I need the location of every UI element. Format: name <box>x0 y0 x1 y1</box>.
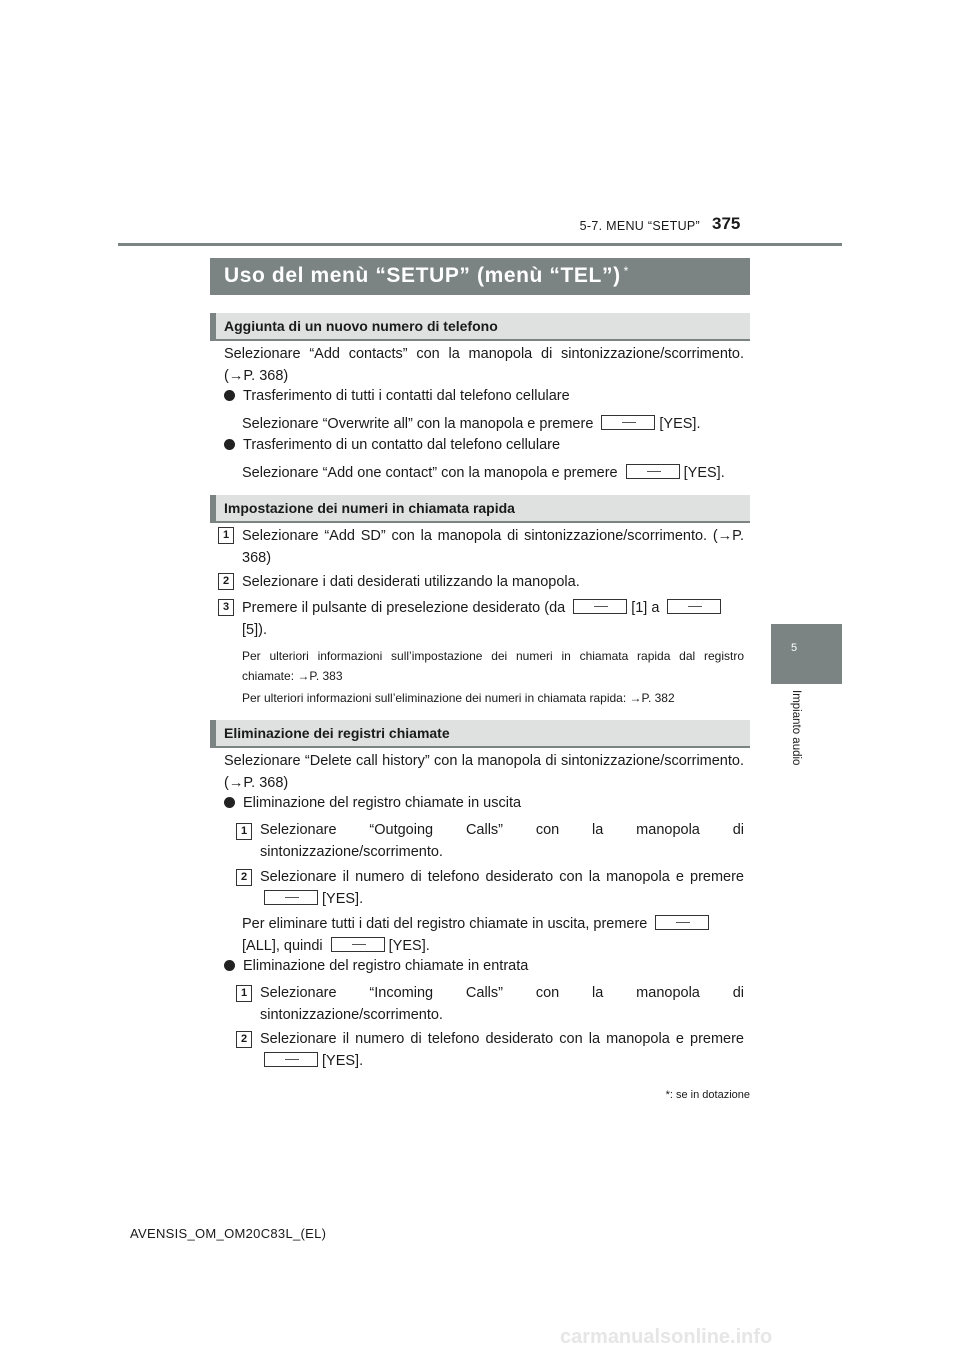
title-asterisk: * <box>623 264 629 278</box>
page-title: Uso del menù “SETUP” (menù “TEL”) <box>224 264 621 287</box>
knob-button-icon <box>264 890 318 905</box>
note: Per ulteriori informazioni sull’impostazione dei numeri in chiamata rapida dal registro chiamate: →P. 383 <box>242 649 744 683</box>
bullet-item: Trasferimento di un contatto dal telefono cellulare <box>224 437 744 453</box>
section-heading-speed-dial <box>210 495 750 523</box>
preset-button-icon <box>573 599 627 614</box>
page-number: 375 <box>712 214 741 233</box>
instruction: Per eliminare tutti i dati del registro chiamate in uscita, premere [ALL], quindi [YES]. <box>242 913 744 957</box>
watermark: carmanualsonline.info <box>560 1326 773 1348</box>
step-number: 2 <box>236 869 252 886</box>
step-number: 1 <box>236 985 252 1002</box>
knob-button-icon <box>264 1052 318 1067</box>
bullet-item: Eliminazione del registro chiamate in entrata <box>224 958 744 974</box>
knob-button-icon <box>331 937 385 952</box>
preset-button-icon <box>667 599 721 614</box>
step-number: 3 <box>218 599 234 616</box>
section-heading-text: Eliminazione dei registri chiamate <box>224 725 450 741</box>
document-code: AVENSIS_OM_OM20C83L_(EL) <box>130 1226 327 1241</box>
step-text: Selezionare i dati desiderati utilizzando la manopola. <box>242 574 580 590</box>
step-text: Selezionare il numero di telefono desiderato con la manopola e premere [YES]. <box>260 869 744 907</box>
page-title-bar <box>210 258 750 295</box>
step-number: 1 <box>218 527 234 544</box>
step-number: 2 <box>218 573 234 590</box>
knob-button-icon <box>601 415 655 430</box>
section-heading-text: Impostazione dei numeri in chiamata rapida <box>224 500 515 516</box>
note: Per ulteriori informazioni sull’eliminazione dei numeri in chiamata rapida: →P. 382 <box>242 691 675 705</box>
bullet-item: Eliminazione del registro chiamate in uscita <box>224 795 744 811</box>
section-heading-text: Aggiunta di un nuovo numero di telefono <box>224 318 498 334</box>
bullet-icon <box>224 797 235 808</box>
all-button-icon <box>655 915 709 930</box>
section-header: 5-7. MENU “SETUP” <box>579 219 700 233</box>
step-text: Selezionare “Incoming Calls” con la manopola di sintonizzazione/scorrimento. <box>260 985 744 1023</box>
step-number: 2 <box>236 1031 252 1048</box>
step-text: Selezionare il numero di telefono desiderato con la manopola e premere [YES]. <box>260 1031 744 1069</box>
paragraph: Selezionare “Add contacts” con la manopola di sintonizzazione/scorrimento. (→P. 368) <box>224 346 744 384</box>
chapter-number: 5 <box>791 642 798 654</box>
paragraph: Selezionare “Delete call history” con la manopola di sintonizzazione/scorrimento. (→P. 368) <box>224 753 744 791</box>
instruction: Selezionare “Overwrite all” con la manopola e premere [YES]. <box>242 416 701 432</box>
knob-button-icon <box>626 464 680 479</box>
section-heading-delete-history <box>210 720 750 748</box>
chapter-label-text: Impianto audio <box>790 690 802 766</box>
footnote: *: se in dotazione <box>665 1089 750 1101</box>
chapter-tab <box>771 624 842 684</box>
bullet-item: Trasferimento di tutti i contatti dal telefono cellulare <box>224 388 744 404</box>
step-text: Selezionare “Outgoing Calls” con la manopola di sintonizzazione/scorrimento. <box>260 822 744 860</box>
chapter-label <box>770 690 810 800</box>
bullet-icon <box>224 390 235 401</box>
bullet-icon <box>224 960 235 971</box>
bullet-icon <box>224 439 235 450</box>
step-text: Selezionare “Add SD” con la manopola di sintonizzazione/scorrimento. (→P. 368) <box>242 528 744 566</box>
instruction: Selezionare “Add one contact” con la manopola e premere [YES]. <box>242 465 725 481</box>
section-heading-add-number <box>210 313 750 341</box>
step-number: 1 <box>236 823 252 840</box>
footnote-asterisk: * <box>665 1089 670 1101</box>
step-text: Premere il pulsante di preselezione desiderato (da [1] a [5]). <box>242 597 744 641</box>
header-divider <box>118 243 842 246</box>
